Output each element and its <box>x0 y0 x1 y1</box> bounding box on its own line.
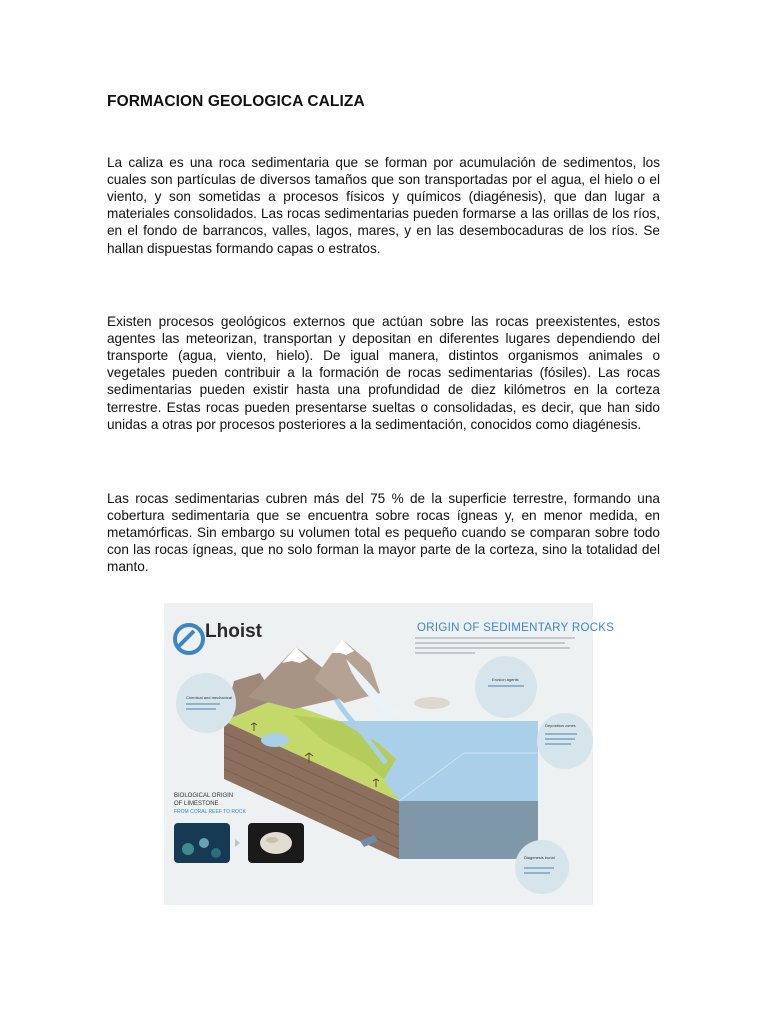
svg-text:Deposition zones: Deposition zones <box>545 723 576 728</box>
svg-text:Chemical and mechanical: Chemical and mechanical <box>186 695 232 700</box>
svg-text:Erosion agents: Erosion agents <box>492 677 519 682</box>
bubble-deposition-zones <box>537 713 593 769</box>
document-title: FORMACION GEOLOGICA CALIZA <box>107 93 365 110</box>
coral-reef-photo <box>174 823 230 863</box>
side-title-line1: BIOLOGICAL ORIGIN <box>174 793 234 799</box>
side-subtitle: FROM CORAL REEF TO ROCK <box>174 809 246 815</box>
paragraph-1: La caliza es una roca sedimentaria que se forman por acumulación de sedimentos, los cuales son partículas de diversos tamaños que son transportadas por el agua, el hielo o el viento, y son sometidas a procesos físicos y químicos (diagénesis), que dan lugar a materiales consolidados. Las rocas sedimentarias pueden formarse a las orillas de los ríos, en el fondo de barrancos, valles, lagos, mares, y en las desembocaduras de los ríos. Se hallan dispuestas formando capas o estratos. <box>107 154 660 256</box>
side-title-line2: OF LIMESTONE <box>174 801 219 807</box>
bubble-chemical-mechanical <box>176 673 236 733</box>
lake <box>261 733 289 747</box>
limestone-rock-photo <box>248 823 304 863</box>
logo-text: Lhoist <box>205 621 262 642</box>
block-front-wall <box>399 801 538 859</box>
svg-text:Diagenesis burial: Diagenesis burial <box>524 855 555 860</box>
paragraph-2: Existen procesos geológicos externos que actúan sobre las rocas preexistentes, estos agentes las meteorizan, transportan y depositan en diferentes lugares dependiendo del transporte (agua, viento, hielo). De igual manera, distintos organismos animales o vegetales pueden contribuir a la formación de rocas sedimentarias (fósiles). Las rocas sedimentarias pueden existir hasta una profundidad de diez kilómetros en la corteza terrestre. Estas rocas pueden presentarse sueltas o consolidadas, es decir, que han sido unidas a otras por procesos posteriores a la sedimentación, conocidos como diagénesis. <box>107 313 660 432</box>
infographic-title: ORIGIN OF SEDIMENTARY ROCKS <box>417 622 615 634</box>
sedimentary-rocks-infographic <box>164 603 615 905</box>
bubble-erosion-agents <box>475 656 537 718</box>
paragraph-3: Las rocas sedimentarias cubren más del 75 % de la superficie terrestre, formando una cobertura sedimentaria que se encuentra sobre rocas ígneas y, en menor medida, en metamórficas. Sin embargo su volumen total es pequeño cuando se comparan sobre todo con las rocas ígneas, que no solo forman la mayor parte de la corteza, sino la totalidad del manto. <box>107 490 660 575</box>
bubble-diagenesis <box>515 840 569 894</box>
